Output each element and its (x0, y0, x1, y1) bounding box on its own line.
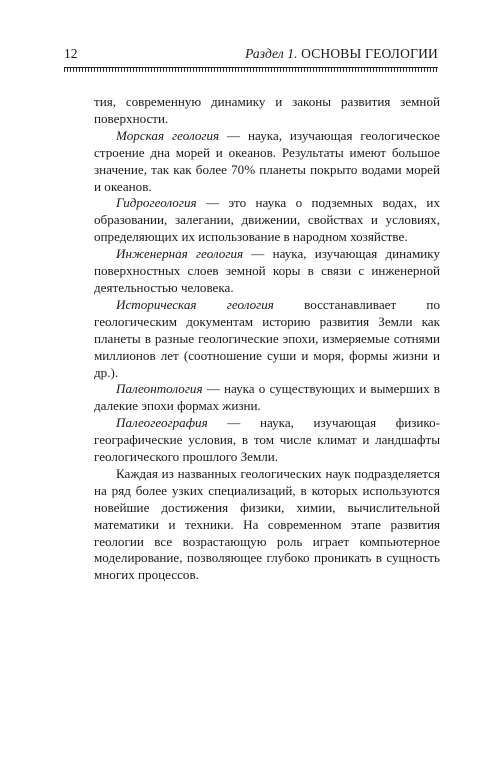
paragraph-engineering-geology (94, 246, 440, 297)
body-text (94, 94, 440, 584)
paragraph-paleontology (94, 381, 440, 415)
paragraph-text: — наука, изучающая динамику поверхностных слоев земной коры в связи с инженерной деятельностью человека. (94, 246, 441, 295)
paragraph-summary (94, 466, 440, 584)
term-paleontology: Палеонтология (116, 381, 203, 397)
paragraph-hydrogeology (94, 195, 440, 246)
term-historical-geology: Историческая геология (116, 296, 274, 312)
term-hydrogeology: Гидрогеология (116, 195, 197, 211)
paragraph-historical-geology (94, 297, 440, 382)
paragraph-marine-geology (94, 128, 440, 196)
section-prefix: Раздел 1. (245, 46, 298, 61)
paragraph-text: — наука, изучающая физико-географические условия, в том числе климат и ландшафты геологического прошлого Земли. (94, 415, 440, 465)
section-title: ОСНОВЫ ГЕОЛОГИИ (301, 46, 438, 61)
paragraph-text: — это наука о подземных водах, их образовании, залегании, движении, свойствах и условиях, определяющих их использование в народном хозяйстве. (94, 195, 440, 245)
paragraph-text: — наука о существующих и вымерших в далекие эпохи формах жизни. (94, 381, 440, 414)
paragraph-text: восстанавливает по геологическим документам историю развития Земли как планеты в разные геологические эпохи, измеряемые сотнями миллионов лет (соотношение суши и моря, формы жизни и др.). (94, 296, 440, 380)
term-paleogeography: Палеогеография (116, 415, 208, 431)
paragraph-text: — наука, изучающая геологическое строение дна морей и океанов. Результаты имеют большое значение, так как более 70% планеты покрыто водами морей и океанов. (94, 127, 440, 194)
paragraph-paleogeography (94, 415, 440, 466)
header-rule (64, 67, 438, 72)
paragraph-text: тия, современную динамику и законы развития земной поверхности. (94, 94, 440, 126)
paragraph-text: Каждая из названных геологических наук подразделяется на ряд более узких специализаций, в которых используются новейшие достижения физики, химии, вычислительной математики и техники. На современном этапе развития геологии все возрастающую роль играет компьютерное моделирование, позволяющее глубоко проникать в сущность многих процессов. (94, 465, 440, 583)
running-title (245, 46, 438, 62)
term-engineering-geology: Инженерная геология (116, 246, 244, 262)
term-marine-geology: Морская геология (116, 127, 220, 143)
page-number: 12 (64, 46, 78, 61)
running-header (64, 46, 438, 66)
paragraph-continuation (94, 94, 440, 128)
